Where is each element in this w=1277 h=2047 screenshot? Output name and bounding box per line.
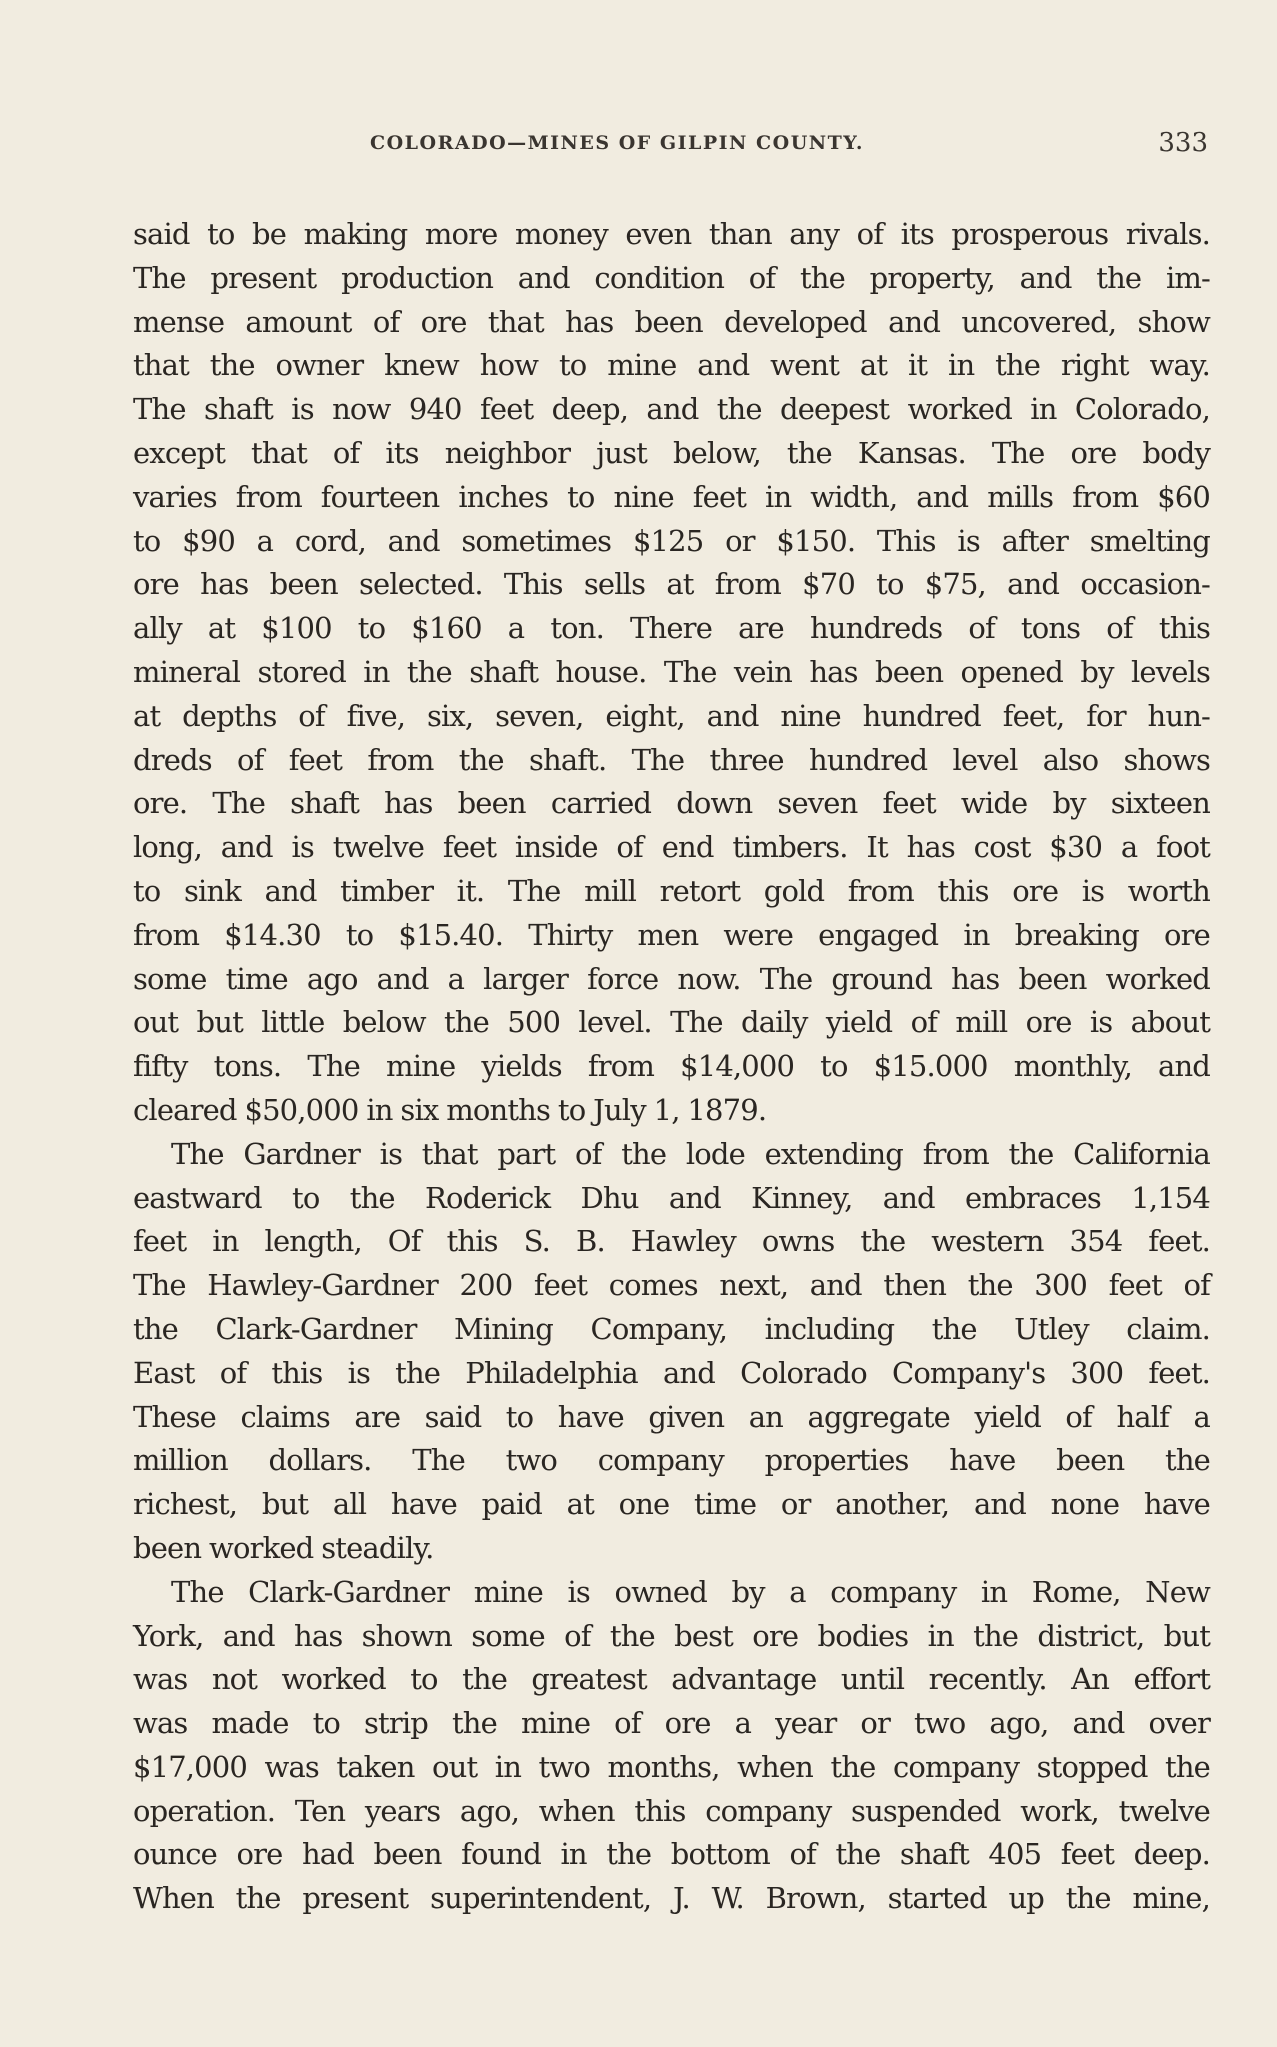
text-line: was made to strip the mine of ore a year or two ago, and over — [133, 1706, 1210, 1741]
text-line: dreds of feet from the shaft. The three hundred level also shows — [133, 742, 1210, 777]
text-line: to $90 a cord, and sometimes $125 or $150. This is after smelting — [133, 523, 1210, 558]
text-line: said to be making more money even than any of its prosperous rivals. — [133, 217, 1210, 251]
text-line: fifty tons. The mine yields from $14,000 to $15.000 monthly, and — [133, 1049, 1210, 1084]
running-title: COLORADO—MINES OF GILPIN COUNTY. — [370, 132, 865, 154]
text-line: at depths of five, six, seven, eight, and nine hundred feet, for hun- — [133, 698, 1210, 733]
body-text — [133, 213, 1210, 1921]
text-line: million dollars. The two company properties have been the — [133, 1443, 1210, 1478]
text-line: ore has been selected. This sells at from $70 to $75, and occasion- — [133, 567, 1210, 602]
text-line: ally at $100 to $160 a ton. There are hundreds of tons of this — [133, 611, 1210, 646]
text-line: been worked steadily. — [133, 1530, 434, 1565]
text-line: was not worked to the greatest advantage until recently. An effort — [133, 1662, 1210, 1697]
text-line: richest, but all have paid at one time or another, and none have — [133, 1487, 1210, 1522]
text-line: out but little below the 500 level. The daily yield of mill ore is about — [133, 1005, 1210, 1040]
text-line: East of this is the Philadelphia and Colorado Company's 300 feet. — [133, 1355, 1210, 1390]
text-line: varies from fourteen inches to nine feet in width, and mills from $60 — [133, 479, 1210, 514]
text-line: The Clark-Gardner mine is owned by a company in Rome, New — [171, 1574, 1210, 1609]
text-line: The present production and condition of the property, and the im- — [133, 260, 1210, 295]
text-line: feet in length, Of this S. B. Hawley owns the western 354 feet. — [133, 1224, 1210, 1259]
text-line: ore. The shaft has been carried down seven feet wide by sixteen — [133, 786, 1210, 821]
text-line: The Hawley-Gardner 200 feet comes next, and then the 300 feet of — [133, 1268, 1210, 1303]
text-line: mense amount of ore that has been developed and uncovered, show — [133, 304, 1210, 339]
page-number: 333 — [1158, 128, 1208, 158]
text-line: York, and has shown some of the best ore bodies in the district, but — [133, 1618, 1210, 1653]
text-line: long, and is twelve feet inside of end timbers. It has cost $30 a foot — [133, 830, 1210, 865]
text-line: that the owner knew how to mine and went at it in the right way. — [133, 348, 1210, 383]
text-line: mineral stored in the shaft house. The vein has been opened by levels — [133, 654, 1210, 689]
text-line: the Clark-Gardner Mining Company, including the Utley claim. — [133, 1311, 1210, 1346]
text-line: some time ago and a larger force now. The ground has been worked — [133, 961, 1210, 996]
text-line: from $14.30 to $15.40. Thirty men were engaged in breaking ore — [133, 917, 1210, 952]
text-line: The Gardner is that part of the lode extending from the California — [171, 1136, 1210, 1171]
text-line: except that of its neighbor just below, the Kansas. The ore body — [133, 435, 1210, 470]
text-line: When the present superintendent, J. W. Brown, started up the mine, — [133, 1881, 1210, 1916]
text-line: to sink and timber it. The mill retort gold from this ore is worth — [133, 873, 1210, 908]
text-line: These claims are said to have given an aggregate yield of half a — [133, 1399, 1210, 1434]
text-line: $17,000 was taken out in two months, when the company stopped the — [133, 1749, 1210, 1784]
text-line: operation. Ten years ago, when this company suspended work, twelve — [133, 1793, 1210, 1828]
text-line: eastward to the Roderick Dhu and Kinney, and embraces 1,154 — [133, 1180, 1210, 1215]
text-line: cleared $50,000 in six months to July 1, 1879. — [133, 1092, 767, 1127]
text-line: The shaft is now 940 feet deep, and the deepest worked in Colorado, — [133, 392, 1210, 427]
text-line: ounce ore had been found in the bottom of the shaft 405 feet deep. — [133, 1837, 1210, 1872]
